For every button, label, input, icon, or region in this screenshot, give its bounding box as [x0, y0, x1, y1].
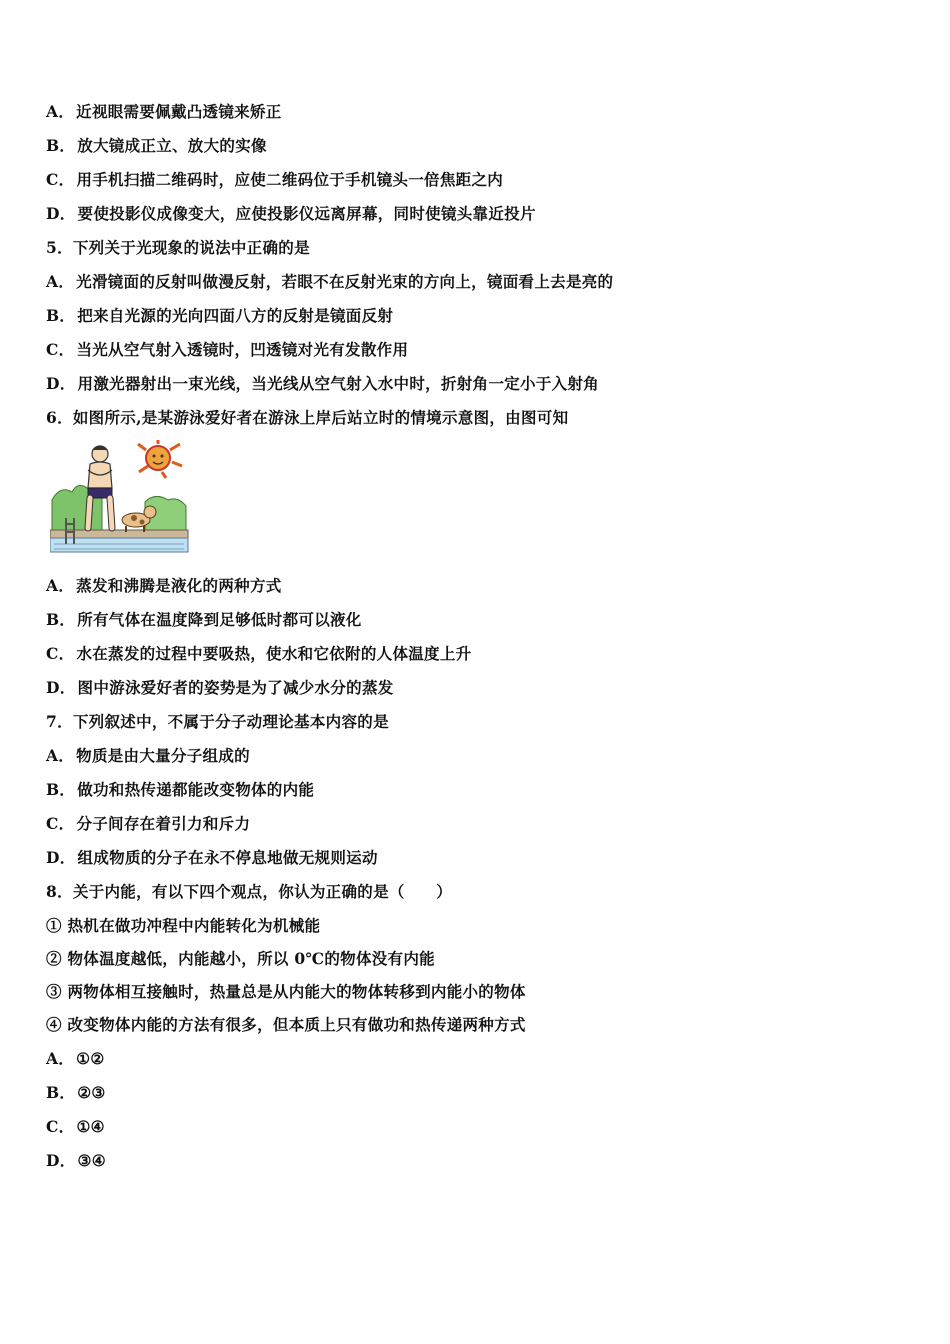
q8-option-c: C． ①④	[46, 1117, 105, 1136]
q4-option-b: B． 放大镜成正立、放大的实像	[46, 136, 267, 155]
q5-option-a: A． 光滑镜面的反射叫做漫反射，若眼不在反射光束的方向上，镜面看上去是亮的	[46, 272, 614, 291]
q4-option-a: A． 近视眼需要佩戴凸透镜来矫正	[46, 102, 282, 121]
q7-option-a: A． 物质是由大量分子组成的	[46, 746, 250, 765]
q5-option-d: D． 用激光器射出一束光线，当光线从空气射入水中时，折射角一定小于入射角	[46, 374, 599, 393]
q6-option-b: B． 所有气体在温度降到足够低时都可以液化	[46, 610, 362, 629]
q7-stem: 7．下列叙述中，不属于分子动理论基本内容的是	[46, 712, 389, 731]
bushes	[52, 485, 186, 532]
q6-option-d: D． 图中游泳爱好者的姿势是为了减少水分的蒸发	[46, 678, 394, 697]
q7-option-c: C． 分子间存在着引力和斥力	[46, 814, 251, 833]
q8-stem: 8．关于内能，有以下四个观点，你认为正确的是（ ）	[46, 882, 453, 901]
q6-option-a: A． 蒸发和沸腾是液化的两种方式	[46, 576, 282, 595]
q5-stem: 5．下列关于光现象的说法中正确的是	[46, 238, 310, 257]
sun-icon	[138, 440, 182, 478]
q8-option-a: A． ①②	[46, 1049, 105, 1068]
q5-option-c: C． 当光从空气射入透镜时，凹透镜对光有发散作用	[46, 340, 409, 359]
q8-option-b: B． ②③	[46, 1083, 106, 1102]
q6-stem: 6．如图所示,是某游泳爱好者在游泳上岸后站立时的情境示意图，由图可知	[46, 408, 569, 427]
q8-statement-4: ④ 改变物体内能的方法有很多，但本质上只有做功和热传递两种方式	[46, 1015, 526, 1034]
q4-option-d: D． 要使投影仪成像变大，应使投影仪远离屏幕，同时使镜头靠近投片	[46, 204, 536, 223]
q8-statement-3: ③ 两物体相互接触时，热量总是从内能大的物体转移到内能小的物体	[46, 982, 526, 1001]
q8-statement-2: ② 物体温度越低，内能越小，所以 0℃的物体没有内能	[46, 949, 435, 968]
q8-option-d: D． ③④	[46, 1151, 106, 1170]
q7-option-d: D． 组成物质的分子在永不停息地做无规则运动	[46, 848, 378, 867]
q4-option-c: C． 用手机扫描二维码时，应使二维码位于手机镜头一倍焦距之内	[46, 170, 504, 189]
q8-statement-1: ① 热机在做功冲程中内能转化为机械能	[46, 916, 321, 935]
q5-option-b: B． 把来自光源的光向四面八方的反射是镜面反射	[46, 306, 394, 325]
q7-option-b: B． 做功和热传递都能改变物体的内能	[46, 780, 315, 799]
q6-option-c: C． 水在蒸发的过程中要吸热，使水和它依附的人体温度上升	[46, 644, 472, 663]
swimmer-illustration	[50, 440, 190, 555]
